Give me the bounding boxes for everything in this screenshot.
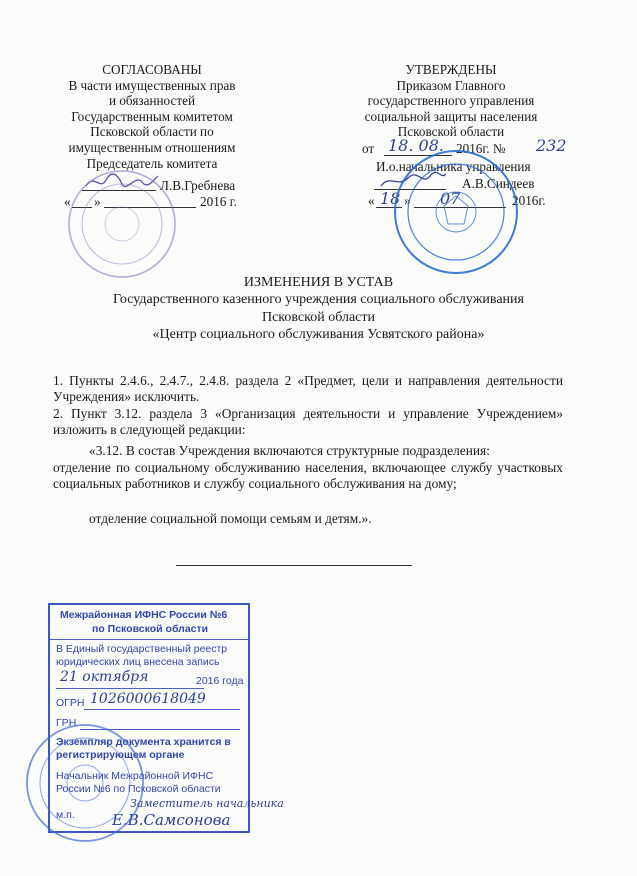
right-line: Псковской области [397, 124, 505, 140]
left-signer: Л.В.Гребнева [160, 178, 236, 193]
paragraph-4: отделение по социальному обслуживанию населения, включающее службу участковых социальных работников и службу социального обслуживания на дому; [53, 460, 563, 491]
right-line: государственного управления [367, 93, 535, 109]
paragraph-3: «3.12. В состав Учреждения включаются структурные подразделения: [89, 443, 490, 458]
right-date-row: « 18 » 07 2016г. [368, 189, 546, 208]
left-line: и обязанностей [108, 93, 196, 109]
title-line: Псковской области [261, 309, 376, 325]
tax-registration-stamp: Межрайонная ИФНС России №6 по Псковской области В Единый государственный реестр юридических лиц внесена запись 21 октября 2016 года ОГРН 1026000618049 ГРН Экземпляр документа хранится в регистрирующем органе Начальник Межрайонной ИФНС России №6 по Псковской области Заместитель начальника м.п. Е.В.Самсонова [48, 603, 250, 833]
approval-right [348, 62, 554, 140]
left-line: Государственным комитетом [71, 108, 233, 124]
left-line: имущественным отношениям [68, 139, 236, 155]
paragraph-1: 1. Пункты 2.4.6., 2.4.7., 2.4.8. раздела 2 «Предмет, цели и направления деятельности Учреждения» исключить. [53, 373, 563, 404]
tax-office-round-seal [24, 722, 146, 844]
right-heading: УТВЕРЖДЕНЫ [405, 62, 497, 77]
document-title [0, 274, 637, 343]
paragraph-2: 2. Пункт 3.12. раздела 3 «Организация деятельности и управление Учреждением» изложить в следующей редакции: [53, 406, 563, 437]
title-main: ИЗМЕНЕНИЯ В УСТАВ [243, 275, 394, 290]
right-line: социальной защиты населения [364, 108, 538, 124]
order-row: от 18. 08. 2016г. № 232 [362, 136, 567, 156]
left-line: Псковской области по [90, 124, 214, 140]
right-signer: А.В.Синдеев [462, 176, 535, 191]
end-divider [176, 565, 412, 566]
left-heading: СОГЛАСОВАНЫ [102, 62, 202, 77]
right-line: Приказом Главного [396, 77, 506, 93]
left-line: Председатель комитета [86, 155, 218, 171]
approval-left [52, 62, 252, 171]
title-line: «Центр социального обслуживания Усвятского района» [152, 326, 485, 342]
committee-round-seal [66, 168, 178, 280]
paragraph-5: отделение социальной помощи семьям и детям.». [89, 511, 372, 526]
acting-head: И.о.начальника управления [376, 159, 531, 174]
left-line: В части имущественных прав [68, 77, 236, 93]
title-line: Государственного казенного учреждения социального обслуживания [113, 292, 524, 308]
left-date-row: « » 2016 г. [64, 194, 237, 209]
management-round-seal [392, 148, 520, 276]
